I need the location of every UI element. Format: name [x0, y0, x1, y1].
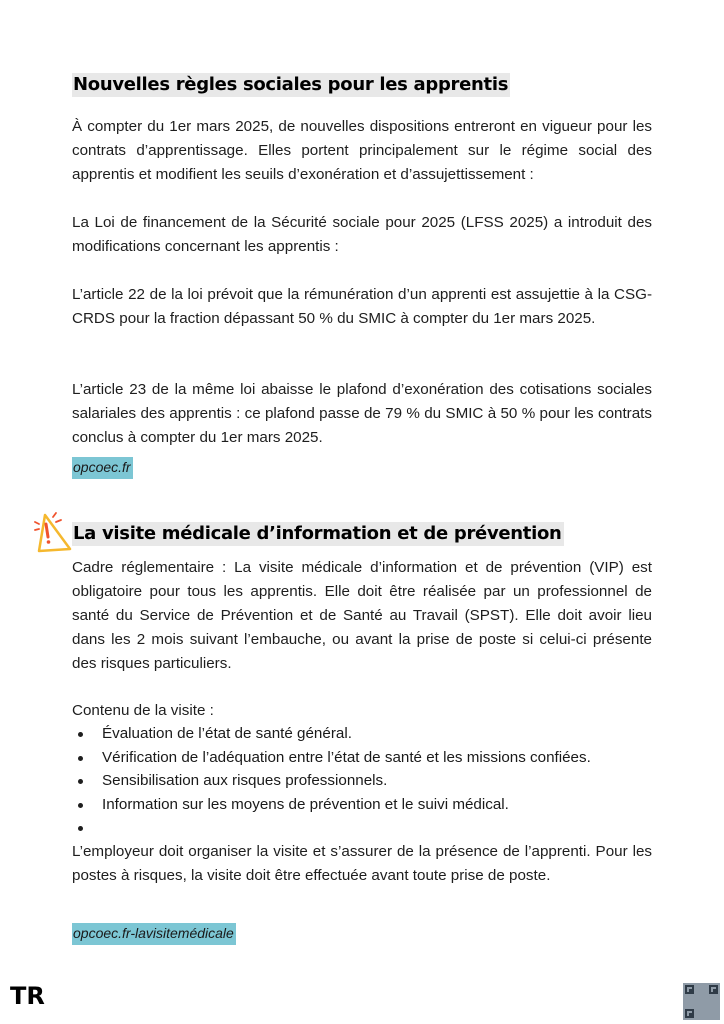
list-item [102, 816, 672, 840]
list-item: Information sur les moyens de prévention et le suivi médical. [102, 793, 672, 817]
intro-paragraph: À compter du 1er mars 2025, de nouvelles dispositions entreront en vigueur pour les contrats d’apprentissage. Elles portent principalement sur le régime social des apprentis et modifient les seuils d’exonération et d’assujettissement : [72, 118, 652, 183]
list-item: Sensibilisation aux risques professionnels. [102, 769, 672, 793]
article-22-paragraph: L’article 22 de la loi prévoit que la rémunération d’un apprenti est assujettie à la CSG-CRDS pour la fraction dépassant 50 % du SMIC à compter du 1er mars 2025. [72, 286, 652, 327]
qr-finder [685, 1009, 694, 1018]
qr-finder [685, 985, 694, 994]
cadre-paragraph: Cadre réglementaire : La visite médicale d’information et de prévention (VIP) est obligatoire pour tous les apprentis. Elle doit être réalisée par un professionnel de santé du Service de Prévention et de Santé au Travail (SPST). Elle doit avoir lieu dans les 2 mois suivant l’embauche, ou avant la prise de poste si celui-ci présente des risques particuliers. [72, 559, 652, 672]
lfss-paragraph: La Loi de financement de la Sécurité sociale pour 2025 (LFSS 2025) a introduit des modifications concernant les apprentis : [72, 214, 652, 255]
list-item: Vérification de l’adéquation entre l’état de santé et les missions confiées. [102, 746, 672, 770]
warning-icon [34, 511, 74, 553]
list-item: Évaluation de l’état de santé général. [102, 722, 672, 746]
section-heading-apprentis: Nouvelles règles sociales pour les apprentis [73, 74, 509, 95]
contenu-label: Contenu de la visite : [72, 702, 214, 719]
visite-medicale-link[interactable]: opcoec.fr-lavisitemédicale [72, 923, 236, 945]
opcoec-link[interactable]: opcoec.fr [72, 457, 133, 479]
qr-finder [709, 985, 718, 994]
author-initials: TR [10, 982, 45, 1010]
qr-code-icon [683, 983, 720, 1020]
employeur-paragraph: L’employeur doit organiser la visite et s’assurer de la présence de l’apprenti. Pour les postes à risques, la visite doit être effectuée avant toute prise de poste. [72, 843, 652, 884]
contenu-list [72, 722, 672, 840]
article-23-paragraph: L’article 23 de la même loi abaisse le plafond d’exonération des cotisations sociales salariales des apprentis : ce plafond passe de 79 % du SMIC à 50 % pour les contrats conclus à compter du 1er mars 2025. [72, 381, 652, 446]
section-heading-visite-medicale: La visite médicale d’information et de prévention [73, 523, 562, 544]
